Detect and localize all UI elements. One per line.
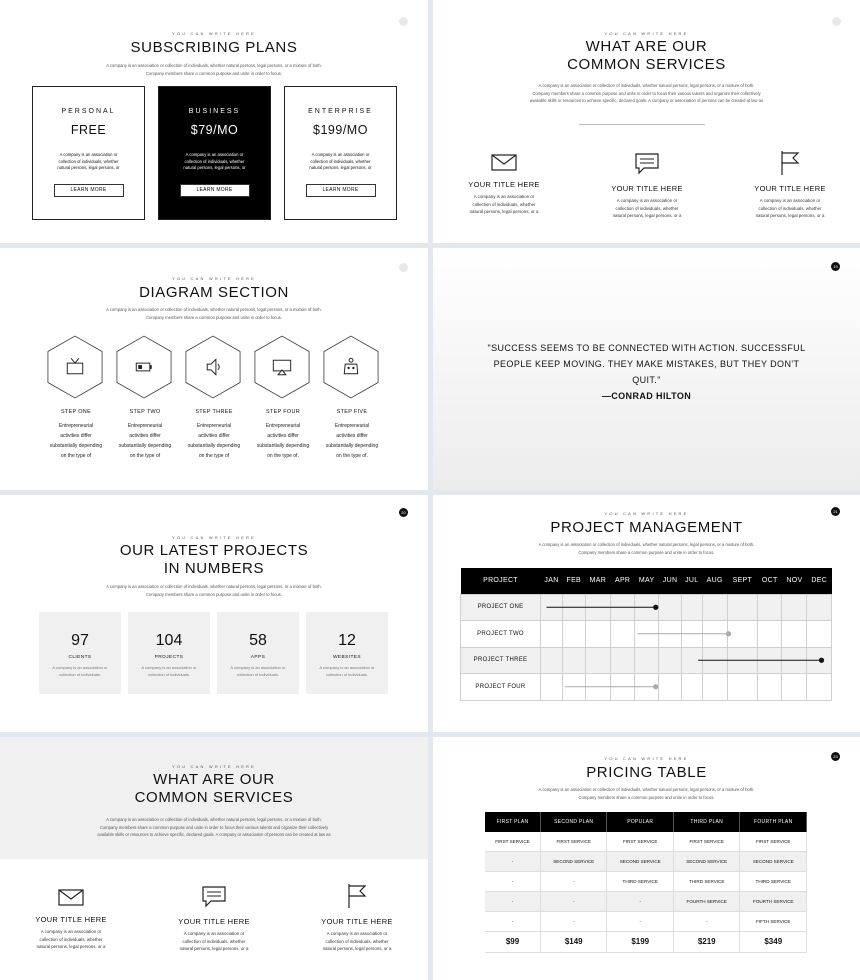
stat-value: 12 (338, 632, 356, 649)
gantt-month: MAY (635, 568, 659, 594)
step-item (113, 409, 177, 461)
slide-common-services (433, 0, 860, 243)
stat-card (128, 612, 210, 694)
slide-subtitle: A company is an association or collection of individuals, whether natural persons, legal persons, or a mixture of both. Company members share a common purpose and unite in order to focus. (106, 63, 322, 76)
stat-desc: A company is an association or collection of individuals. (52, 665, 108, 677)
slide-kicker: YOU CAN WRITE HERE (171, 535, 257, 540)
pricing-cell: FIRST SERVICE (607, 832, 674, 852)
pricing-cell: - (607, 892, 674, 912)
plan-desc: A company is an association or collection of individuals, whether natural persons, legal persons, or (309, 152, 372, 170)
quote-text: "SUCCESS SEEMS TO BE CONNECTED WITH ACTION. SUCCESSFUL PEOPLE KEEP MOVING. THEY MAKE MISTAKES, BUT THEY DON'T QUIT." —CONRAD HILTON (453, 340, 840, 404)
step-hexagon (115, 334, 173, 400)
pricing-cell: FIRST SERVICE (540, 832, 607, 852)
slide-subtitle: A company is an association or collection of individuals, whether natural persons, legal persons, or a mixture of both. Company members share a common purpose and unite in order to focus. (538, 542, 755, 555)
learn-more-button[interactable]: LEARN MORE (180, 184, 250, 197)
gantt-project-name: PROJECT THREE (461, 647, 541, 674)
slide-project-management (433, 495, 860, 732)
service-title: YOUR TITLE HERE (35, 915, 107, 924)
slide-title: DIAGRAM SECTION (139, 284, 289, 301)
gantt-month: JUL (681, 568, 702, 594)
pricing-price: $99 (485, 931, 540, 952)
slide-projects-numbers (0, 495, 428, 732)
pricing-row (485, 832, 807, 852)
stat-label: CLIENTS (68, 655, 92, 660)
pricing-cell: FIRST SERVICE (673, 832, 740, 852)
step-desc: Entrepreneurial activities differ substantially depending on the type of (118, 423, 172, 459)
service-title: YOUR TITLE HERE (611, 184, 683, 193)
step-hexagon (46, 334, 104, 400)
plan-card-enterprise (284, 86, 397, 220)
step-hexagon (322, 334, 380, 400)
pricing-cell: SECOND SERVICE (740, 852, 807, 872)
step-desc: Entrepreneurial activities differ substantially depending on the type of (49, 423, 103, 459)
pricing-cell: - (485, 912, 540, 932)
page-number (399, 17, 408, 26)
slide-subtitle: A company is an association or collection of individuals, whether natural persons, legal persons, or a mixture of both. Company members share a common purpose and unite in order to focus. (106, 584, 322, 597)
step-title: STEP THREE (195, 409, 233, 415)
slide-kicker: YOU CAN WRITE HERE (171, 276, 257, 281)
pricing-cell: SECOND SERVICE (540, 852, 607, 872)
stat-desc: A company is an association or collection of individuals. (319, 665, 375, 677)
envelope-icon (491, 152, 517, 172)
plan-desc: A company is an association or collection of individuals, whether natural persons, legal persons, or (183, 152, 246, 170)
stat-label: APPS (250, 655, 266, 660)
stat-card (306, 612, 388, 694)
service-item (735, 150, 845, 220)
gantt-month: AUG (702, 568, 727, 594)
flag-icon (345, 883, 369, 909)
pricing-header: FOURTH PLAN (740, 812, 807, 832)
pricing-table (485, 812, 807, 953)
step-desc: Entrepreneurial activities differ substantially depending on the type of (187, 423, 241, 459)
gantt-bar-end (726, 631, 731, 636)
pricing-cell: FIFTH SERVICE (740, 912, 807, 932)
step-desc: Entrepreneurial activities differ substantially depending on the type of. (256, 423, 310, 459)
stat-card (39, 612, 121, 694)
pricing-cell: - (485, 872, 540, 892)
slide-quote (433, 248, 860, 490)
plan-name: BUSINESS (188, 108, 241, 115)
step-title: STEP FOUR (265, 409, 301, 415)
step-item (44, 409, 108, 461)
service-title: YOUR TITLE HERE (754, 184, 826, 193)
pricing-cell: FOURTH SERVICE (740, 892, 807, 912)
stat-value: 104 (155, 632, 183, 649)
plan-card-business (158, 86, 271, 220)
pricing-price: $199 (607, 931, 674, 952)
service-desc: A company is an association or collection of individuals, whether natural persons, legal persons, or a (755, 198, 825, 218)
service-desc: A company is an association or collection of individuals, whether natural persons, legal persons, or a (179, 931, 249, 951)
pricing-header: THIRD PLAN (673, 812, 740, 832)
quote-author: —CONRAD HILTON (601, 391, 692, 401)
plan-name: ENTERPRISE (308, 108, 373, 115)
gantt-month: NOV (782, 568, 807, 594)
page-number: 23 (831, 752, 840, 761)
slide-common-services-2 (0, 737, 428, 980)
pricing-row (485, 872, 807, 892)
learn-more-button[interactable]: LEARN MORE (54, 184, 124, 197)
pricing-header: SECOND PLAN (540, 812, 607, 832)
pricing-cell: SECOND SERVICE (673, 852, 740, 872)
step-title: STEP TWO (129, 409, 161, 415)
slide-title: OUR LATEST PROJECTS IN NUMBERS (119, 542, 309, 577)
gantt-bars (433, 495, 860, 732)
step-hexagon (253, 334, 311, 400)
service-item (16, 887, 126, 951)
plan-price: FREE (70, 123, 107, 137)
gantt-month: FEB (562, 568, 585, 594)
service-item (449, 152, 559, 216)
step-item (320, 409, 384, 461)
pricing-header: POPULAR (607, 812, 674, 832)
pricing-cell: SECOND SERVICE (607, 852, 674, 872)
pricing-cell: FIRST SERVICE (740, 832, 807, 852)
flag-icon (778, 150, 802, 176)
slide-kicker: YOU CAN WRITE HERE (171, 764, 257, 769)
step-item (251, 409, 315, 461)
slide-kicker: YOU CAN WRITE HERE (604, 31, 689, 36)
pricing-header: FIRST PLAN (485, 812, 540, 832)
pricing-cell: - (607, 912, 674, 932)
pricing-cell: THIRD SERVICE (607, 872, 674, 892)
slide-title: PRICING TABLE (586, 764, 707, 781)
slide-pricing-table (433, 737, 860, 980)
page-number: 21 (831, 507, 840, 516)
pricing-cell: - (540, 912, 607, 932)
plan-price: $79/MO (190, 123, 239, 137)
step-hexagon (184, 334, 242, 400)
stat-value: 97 (71, 632, 89, 649)
gantt-month: APR (611, 568, 635, 594)
gantt-project-name: PROJECT ONE (461, 594, 541, 621)
service-desc: A company is an association or collection of individuals, whether natural persons, legal persons, or a (612, 198, 682, 218)
slide-title: WHAT ARE OUR COMMON SERVICES (567, 38, 726, 73)
pricing-cell: FOURTH SERVICE (673, 892, 740, 912)
chat-icon (634, 152, 660, 176)
divider (579, 124, 705, 125)
pricing-cell: - (485, 892, 540, 912)
pricing-cell: - (673, 912, 740, 932)
gantt-project-name: PROJECT TWO (461, 621, 541, 648)
gantt-header-project: PROJECT (461, 568, 541, 594)
pricing-cell: - (485, 852, 540, 872)
slide-diagram-section (0, 248, 428, 490)
service-title: YOUR TITLE HERE (321, 917, 393, 926)
slide-kicker: YOU CAN WRITE HERE (604, 511, 689, 516)
slide-title: WHAT ARE OUR COMMON SERVICES (134, 771, 294, 806)
slide-subtitle: A company is an association or collection of individuals, whether natural persons, legal persons, or a mixture of both. Company members share a common purpose and unite in order to focus. (538, 787, 755, 800)
gantt-month: SEPT (727, 568, 757, 594)
pricing-price: $349 (740, 931, 807, 952)
step-item (182, 409, 246, 461)
slide-title: SUBSCRIBING PLANS (130, 39, 298, 56)
service-title: YOUR TITLE HERE (178, 917, 250, 926)
slide-kicker: YOU CAN WRITE HERE (604, 756, 689, 761)
pricing-price: $149 (540, 931, 607, 952)
gantt-bar-end (819, 658, 824, 663)
plan-name: PERSONAL (61, 108, 116, 115)
page-number: 19 (831, 262, 840, 271)
slide-kicker: YOU CAN WRITE HERE (171, 31, 257, 36)
pricing-row (485, 912, 807, 932)
service-desc: A company is an association or collection of individuals, whether natural persons, legal persons, or a (469, 194, 539, 214)
service-desc: A company is an association or collection of individuals, whether natural persons, legal persons, or a (36, 929, 106, 949)
slide-subtitle: A company is an association or collection of individuals, whether natural persons, legal persons, or a mixture of both. Company members share a common purpose and unite in order to focus their various talents and organize their collectively available skills or resources to achieve specific, declared goals. A company or association of persons can be created at law as (529, 83, 764, 103)
learn-more-button[interactable]: LEARN MORE (306, 184, 376, 197)
gantt-month: OCT (758, 568, 782, 594)
gantt-month: JUN (659, 568, 682, 594)
gantt-bar-end (653, 605, 658, 610)
service-desc: A company is an association or collection of individuals, whether natural persons, legal persons, or a (322, 931, 392, 951)
stat-desc: A company is an association or collection of individuals. (230, 665, 286, 677)
gantt-month: MAR (585, 568, 611, 594)
gantt-month: JAN (541, 568, 563, 594)
pricing-cell: THIRD SERVICE (740, 872, 807, 892)
stat-value: 58 (249, 632, 267, 649)
gantt-project-name: PROJECT FOUR (461, 674, 541, 701)
stat-label: WEBSITES (333, 655, 361, 660)
service-title: YOUR TITLE HERE (468, 180, 540, 189)
stat-label: PROJECTS (154, 655, 184, 660)
page-number: 20 (399, 508, 408, 517)
step-title: STEP FIVE (336, 409, 368, 415)
chat-icon (201, 885, 227, 909)
step-title: STEP ONE (60, 409, 92, 415)
service-item (159, 885, 269, 953)
stat-card (217, 612, 299, 694)
service-item (592, 152, 702, 220)
slide-title: PROJECT MANAGEMENT (550, 519, 743, 536)
pricing-cell: FIRST SERVICE (485, 832, 540, 852)
stat-desc: A company is an association or collection of individuals. (141, 665, 197, 677)
pricing-row (485, 892, 807, 912)
plan-card-personal (32, 86, 145, 220)
step-desc: Entrepreneurial activities differ substantially depending on the type of. (325, 423, 379, 459)
slide-subtitle: A company is an association or collection of individuals, whether natural persons, legal persons, or a mixture of both. Company members share a common purpose and unite in order to focus. (106, 307, 322, 320)
pricing-cell: - (540, 872, 607, 892)
pricing-cell: THIRD SERVICE (673, 872, 740, 892)
slide-subscribing-plans (0, 0, 428, 243)
page-number (832, 17, 841, 26)
gantt-bar-end (653, 684, 658, 689)
plan-price: $199/MO (313, 123, 368, 137)
service-item (302, 883, 412, 953)
pricing-total-row (485, 931, 807, 952)
gantt-month: DEC (807, 568, 832, 594)
pricing-price: $219 (673, 931, 740, 952)
pricing-cell: - (540, 892, 607, 912)
pricing-row (485, 852, 807, 872)
page-number (399, 263, 408, 272)
slide-subtitle: A company is an association or collection of individuals, whether natural persons, legal persons, or a mixture of both. Company members share a common purpose and unite in order to focus their various talents and organize their collectively available skills or resources to achieve specific, declared goals. A company or association of persons can be created at law as (97, 817, 331, 837)
envelope-icon (58, 887, 84, 907)
plan-desc: A company is an association or collection of individuals, whether natural persons, legal persons, or (57, 152, 120, 170)
